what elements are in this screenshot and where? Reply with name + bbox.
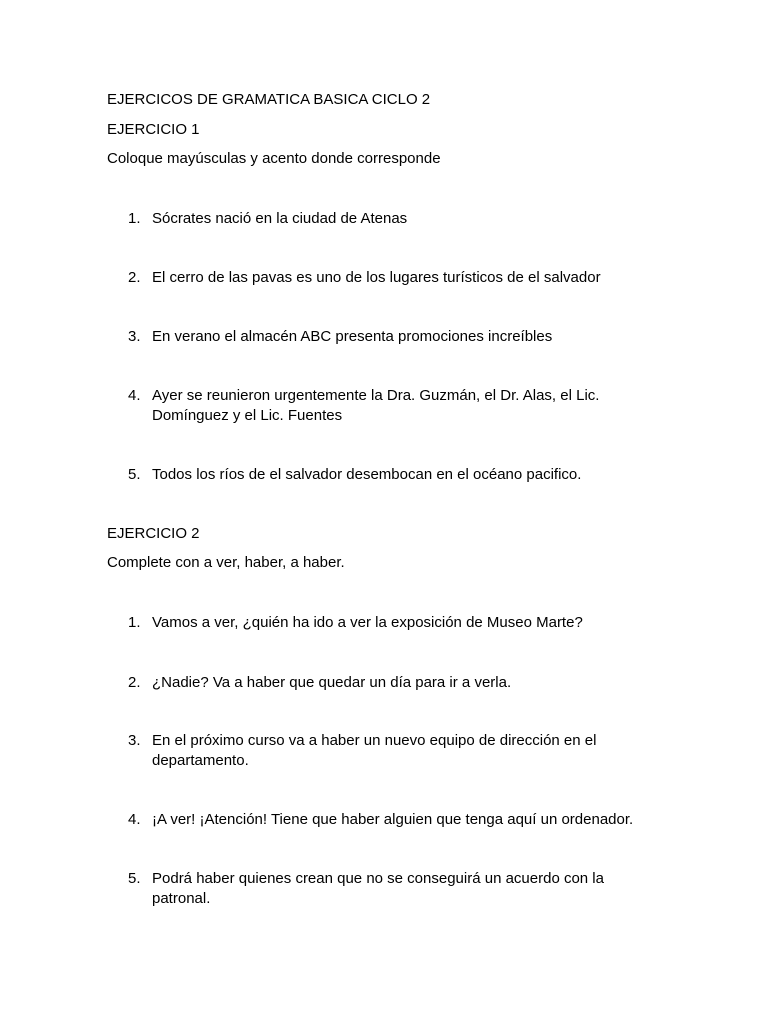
item-text [152, 731, 662, 771]
item-line: ¡A ver! ¡Atención! Tiene que haber alguien que tenga aquí un ordenador. [152, 811, 634, 828]
item-line: Ayer se reunieron urgentemente la Dra. Guzmán, el Dr. Alas, el Lic. [152, 387, 600, 404]
item-number: 1. [128, 614, 141, 631]
item-line: patronal. [152, 890, 211, 907]
exercise-2-heading: EJERCICIO 2 [107, 525, 200, 542]
item-line: departamento. [152, 752, 249, 769]
item-line: Todos los ríos de el salvador desembocan en el océano pacifico. [152, 466, 582, 483]
item-line: Sócrates nació en la ciudad de Atenas [152, 210, 408, 227]
item-text [152, 386, 662, 426]
item-text [152, 810, 662, 830]
item-number: 1. [128, 210, 141, 227]
item-text [152, 673, 662, 693]
item-line: En el próximo curso va a haber un nuevo equipo de dirección en el [152, 732, 597, 749]
item-number: 5. [128, 870, 141, 887]
exercise-1-heading: EJERCICIO 1 [107, 121, 200, 138]
item-text [152, 869, 662, 909]
item-line: Podrá haber quienes crean que no se conseguirá un acuerdo con la [152, 870, 604, 887]
item-line: El cerro de las pavas es uno de los lugares turísticos de el salvador [152, 269, 601, 286]
item-number: 5. [128, 466, 141, 483]
exercise-2-instruction: Complete con a ver, haber, a haber. [107, 554, 345, 571]
item-line: Vamos a ver, ¿quién ha ido a ver la exposición de Museo Marte? [152, 614, 583, 631]
item-text [152, 268, 662, 288]
item-number: 3. [128, 328, 141, 345]
item-number: 2. [128, 674, 141, 691]
item-number: 4. [128, 811, 141, 828]
item-line: Domínguez y el Lic. Fuentes [152, 407, 343, 424]
item-text [152, 327, 662, 347]
item-number: 4. [128, 387, 141, 404]
item-number: 3. [128, 732, 141, 749]
item-text [152, 465, 662, 485]
item-text [152, 209, 662, 229]
document-title: EJERCICOS DE GRAMATICA BASICA CICLO 2 [107, 91, 431, 108]
item-number: 2. [128, 269, 141, 286]
item-text [152, 613, 662, 633]
item-line: En verano el almacén ABC presenta promociones increíbles [152, 328, 553, 345]
item-line: ¿Nadie? Va a haber que quedar un día para ir a verla. [152, 674, 512, 691]
exercise-1-instruction: Coloque mayúsculas y acento donde corresponde [107, 150, 441, 167]
